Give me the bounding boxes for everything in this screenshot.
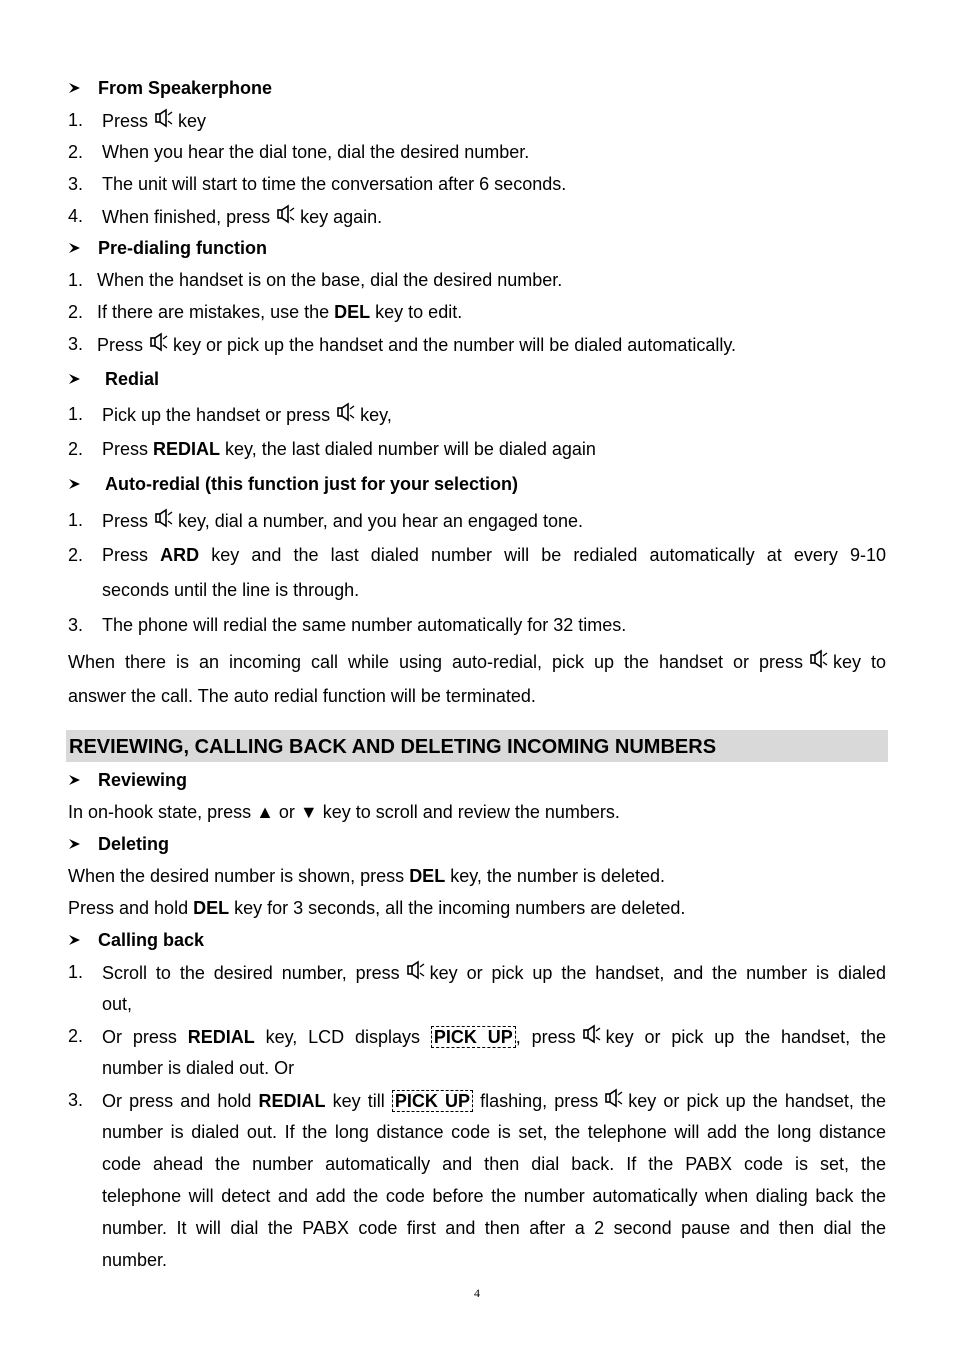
speaker-key-icon [276,204,296,224]
paragraph: Press and hold DEL key for 3 seconds, all the incoming numbers are deleted. [68,898,686,918]
list-item: 3. The phone will redial the same number automatically for 32 times. [68,615,627,635]
arrow-bullet-icon [68,236,90,260]
list-item: 1. Pick up the handset or press key, [68,404,392,425]
list-item: 2. Press REDIAL key, the last dialed number will be dialed again [68,439,596,459]
list-item: 2. When you hear the dial tone, dial the desired number. [68,142,530,162]
list-item-continuation: seconds until the line is through. [102,580,360,600]
speaker-key-icon [809,649,829,669]
speaker-key-icon [604,1088,624,1108]
paragraph-continuation: answer the call. The auto redial function will be terminated. [68,686,536,706]
arrow-bullet-icon [68,928,90,952]
list-item: 3. Or press and hold REDIAL key till PICK UP flashing, press key or pick up the handset, the [68,1090,887,1111]
speaker-key-icon [336,402,356,422]
section-heading-autoredial: Auto-redial (this function just for your selection) [68,472,518,496]
arrow-bullet-icon [68,76,90,100]
list-item: 1. Press key [68,110,207,131]
speaker-key-icon [406,960,426,980]
list-item-continuation: number. It will dial the PABX code first and then after a 2 second pause and then dial the [102,1218,886,1238]
paragraph: In on-hook state, press ▲ or ▼ key to scroll and review the numbers. [68,802,620,822]
speaker-key-icon [149,332,169,352]
section-heading-speakerphone: From Speakerphone [68,76,272,100]
list-item-continuation: number is dialed out. Or [102,1058,295,1078]
list-item: 3. Press key or pick up the handset and the number will be dialed automatically. [68,334,737,355]
list-item-continuation: out, [102,994,133,1014]
arrow-bullet-icon [68,768,90,792]
section-heading-deleting: Deleting [68,832,169,856]
section-heading-predial: Pre-dialing function [68,236,267,260]
section-heading-callback: Calling back [68,928,204,952]
list-item-continuation: number is dialed out. If the long distance code is set, the telephone will add the long distance [102,1122,886,1142]
list-item: 2. Press ARD key and the last dialed number will be redialed automatically at every 9-10 [68,545,886,565]
list-item: 1. Scroll to the desired number, press key or pick up the handset, and the number is dialed [68,962,886,983]
lcd-display-text: PICK UP [392,1090,473,1112]
paragraph: When there is an incoming call while using auto-redial, pick up the handset or press key to [68,649,886,674]
list-item: 2. If there are mistakes, use the DEL key to edit. [68,302,463,322]
section-heading-redial: Redial [68,367,159,391]
section-heading-reviewing: Reviewing [68,768,187,792]
list-item: 2. Or press REDIAL key, LCD displays PICK UP , press key or pick up the handset, the [68,1026,886,1047]
list-item: 1. Press key, dial a number, and you hear an engaged tone. [68,510,583,531]
speaker-key-icon [154,108,174,128]
section-title: REVIEWING, CALLING BACK AND DELETING INCOMING NUMBERS [66,730,888,762]
paragraph: When the desired number is shown, press DEL key, the number is deleted. [68,866,665,886]
speaker-key-icon [582,1024,602,1044]
page-number: 4 [474,1286,480,1300]
speaker-key-icon [154,508,174,528]
list-item: 1. When the handset is on the base, dial the desired number. [68,270,563,290]
list-item-continuation: telephone will detect and add the code before the number automatically when dialing back the [102,1186,886,1206]
list-item-continuation: number. [102,1250,168,1270]
list-item-continuation: code ahead the number automatically and then dial back. If the PABX code is set, the [102,1154,886,1174]
list-item: 4. When finished, press key again. [68,206,383,227]
arrow-bullet-icon [68,367,90,391]
list-item: 3. The unit will start to time the conversation after 6 seconds. [68,174,567,194]
arrow-bullet-icon [68,472,90,496]
arrow-bullet-icon [68,832,90,856]
lcd-display-text: PICK UP [431,1026,516,1048]
